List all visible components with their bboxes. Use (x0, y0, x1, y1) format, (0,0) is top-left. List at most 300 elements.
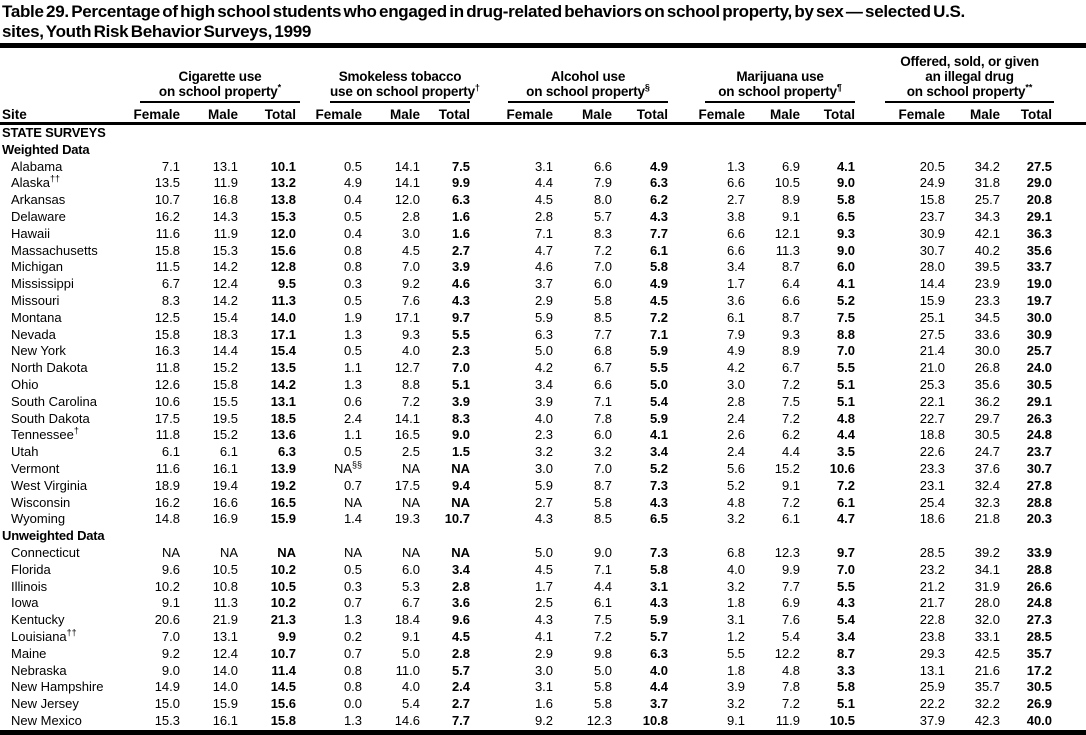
col-group-marijuana (676, 48, 863, 103)
value-cell: 21.9 (212, 612, 238, 628)
column-header-female: Female (863, 103, 953, 124)
table-row (0, 310, 1086, 327)
value-cell: 7.3 (649, 544, 669, 560)
table-title-line2: sites, Youth Risk Behavior Surveys, 1999 (2, 22, 312, 41)
value-cell: 13.2 (270, 175, 297, 191)
footnote-marker: †† (50, 175, 61, 185)
value-cell: 30.0 (974, 343, 1001, 359)
filler-cell (1060, 226, 1086, 243)
value-cell: 17.1 (270, 326, 297, 342)
column-header-total: Total (428, 103, 478, 124)
value-cell: 6.7 (593, 360, 613, 376)
value-cell: 15.0 (154, 696, 180, 712)
value-cell: 6.9 (781, 595, 801, 611)
value-cell: 7.6 (401, 292, 421, 308)
site-cell: Iowa (11, 595, 39, 611)
value-cell: 12.4 (212, 276, 238, 292)
site-header-spacer (0, 48, 130, 103)
value-cell: 4.2 (726, 360, 746, 376)
data-table (0, 48, 1086, 730)
value-cell: 4.0 (401, 679, 421, 695)
value-cell: 2.3 (534, 427, 554, 443)
value-cell: 7.0 (451, 360, 471, 376)
value-cell: 0.8 (343, 662, 363, 678)
value-cell: 9.1 (781, 477, 801, 493)
column-header-male: Male (561, 103, 620, 124)
value-cell: 5.7 (649, 628, 669, 644)
value-cell: 6.1 (593, 595, 613, 611)
value-cell: 7.5 (836, 309, 856, 325)
value-cell: 10.7 (444, 511, 471, 527)
value-cell: 25.4 (919, 494, 946, 510)
value-cell: 16.1 (212, 460, 238, 476)
value-cell: 7.1 (593, 393, 613, 409)
value-cell: 14.1 (394, 175, 421, 191)
value-cell: 18.4 (394, 612, 421, 628)
value-cell: 3.7 (649, 696, 669, 712)
value-cell: 18.5 (270, 410, 297, 426)
value-cell: 9.5 (277, 276, 297, 292)
table-row (0, 629, 1086, 646)
value-cell: 22.8 (919, 612, 946, 628)
value-cell: 2.8 (401, 208, 421, 224)
value-cell: 32.4 (974, 477, 1001, 493)
value-cell: 4.1 (534, 628, 554, 644)
value-cell: 5.2 (836, 292, 856, 308)
value-cell: 9.9 (451, 175, 471, 191)
value-cell: 9.3 (836, 225, 856, 241)
value-cell: 3.4 (534, 376, 554, 392)
value-cell: 5.1 (836, 393, 856, 409)
filler-cell (1060, 175, 1086, 192)
value-cell: 6.6 (726, 242, 746, 258)
value-cell: 10.6 (154, 393, 180, 409)
value-cell: 13.9 (270, 460, 297, 476)
filler-cell (1060, 629, 1086, 646)
value-cell: 12.4 (212, 645, 238, 661)
table-row (0, 511, 1086, 528)
value-cell: 8.8 (401, 376, 421, 392)
footnote-marker: ** (1025, 82, 1033, 93)
section-heading: Unweighted Data (2, 528, 105, 544)
value-cell: 3.2 (726, 696, 746, 712)
value-cell: 15.3 (270, 208, 297, 224)
filler-cell (1060, 495, 1086, 512)
group-label-line: Smokeless tobacco (338, 69, 462, 84)
value-cell: 26.9 (1026, 696, 1053, 712)
value-cell: 6.5 (836, 208, 856, 224)
table-row (0, 562, 1086, 579)
filler-cell (1060, 545, 1086, 562)
table-row (0, 696, 1086, 713)
value-cell: 3.9 (534, 393, 554, 409)
col-group-offered-illegal-drug (863, 48, 1060, 103)
value-cell: 7.0 (161, 628, 180, 644)
value-cell: 14.5 (270, 679, 297, 695)
value-cell: 0.5 (343, 208, 363, 224)
value-cell: 6.0 (593, 276, 613, 292)
value-cell: 17.5 (394, 477, 421, 493)
value-cell: NA (451, 494, 471, 510)
value-cell: 10.7 (154, 192, 180, 208)
value-cell: 25.9 (919, 679, 946, 695)
value-cell: 29.7 (974, 410, 1001, 426)
value-cell: 27.3 (1026, 612, 1053, 628)
value-cell: 1.3 (343, 612, 363, 628)
value-cell: 10.2 (270, 595, 297, 611)
value-cell: 11.4 (271, 662, 297, 678)
value-cell: 3.0 (534, 662, 554, 678)
value-cell: 6.3 (649, 645, 669, 661)
value-cell: 5.1 (836, 376, 856, 392)
table-row (0, 713, 1086, 730)
value-cell: 1.9 (343, 309, 363, 325)
table-row (0, 327, 1086, 344)
value-cell: 6.9 (781, 158, 801, 174)
value-cell: 7.0 (593, 460, 613, 476)
value-cell: 30.7 (1026, 460, 1053, 476)
value-cell: 11.6 (155, 460, 180, 476)
col-group-cigarette (130, 48, 304, 103)
table-row (0, 226, 1086, 243)
filler-cell (1060, 612, 1086, 629)
footnote-marker: † (474, 82, 480, 93)
value-cell: 7.2 (781, 494, 801, 510)
value-cell: 4.0 (649, 662, 669, 678)
value-cell: 7.2 (593, 242, 613, 258)
value-cell: 7.3 (649, 477, 669, 493)
value-cell: 4.5 (534, 192, 554, 208)
filler-cell (1060, 293, 1086, 310)
site-cell: North Dakota (11, 360, 88, 376)
value-cell: 7.1 (649, 326, 669, 342)
value-cell: 20.8 (1026, 192, 1053, 208)
value-cell: 9.0 (836, 242, 856, 258)
value-cell: 0.4 (343, 192, 363, 208)
value-cell: 4.3 (649, 208, 669, 224)
value-cell: 23.3 (974, 292, 1001, 308)
value-cell: 14.0 (212, 662, 238, 678)
value-cell: 20.6 (154, 612, 180, 628)
column-header-male: Male (188, 103, 246, 124)
value-cell: 35.6 (974, 376, 1001, 392)
filler-cell (1060, 310, 1086, 327)
value-cell: 4.7 (534, 242, 554, 258)
value-cell: 0.7 (343, 477, 363, 493)
value-cell: NA (219, 544, 238, 560)
table-row (0, 595, 1086, 612)
value-cell: 7.5 (781, 393, 801, 409)
filler-cell (1060, 394, 1086, 411)
filler-cell (1060, 713, 1086, 730)
value-cell: 5.8 (649, 561, 669, 577)
value-cell: 3.2 (726, 511, 746, 527)
value-cell: 25.3 (919, 376, 946, 392)
value-cell: 5.7 (451, 662, 471, 678)
value-cell: 16.6 (212, 494, 238, 510)
table-row (0, 377, 1086, 394)
section-row (0, 528, 1086, 545)
value-cell: 25.7 (1026, 343, 1053, 359)
value-cell: 10.8 (642, 712, 669, 728)
filler-cell (1060, 411, 1086, 428)
site-cell: Delaware (11, 208, 66, 224)
value-cell: 18.8 (919, 427, 946, 443)
value-cell: 5.9 (534, 309, 554, 325)
value-cell: 23.7 (919, 208, 946, 224)
value-cell: 0.5 (343, 343, 363, 359)
section-row (0, 124, 1086, 142)
value-cell: 9.0 (593, 544, 613, 560)
group-label-line: Cigarette use (178, 69, 262, 84)
filler-cell (1060, 646, 1086, 663)
value-cell: 6.3 (649, 175, 669, 191)
value-cell: 15.9 (270, 511, 297, 527)
site-cell: Wyoming (11, 511, 66, 527)
value-cell: 6.0 (593, 427, 613, 443)
value-cell: 5.8 (836, 192, 856, 208)
site-cell: Massachusetts (11, 242, 98, 258)
value-cell: 14.4 (919, 276, 946, 292)
site-cell: New Mexico (11, 712, 82, 728)
value-cell: 1.3 (343, 326, 363, 342)
value-cell: 6.6 (593, 158, 613, 174)
value-cell: 5.3 (401, 578, 421, 594)
value-cell: 24.8 (1026, 595, 1053, 611)
value-cell: 6.1 (219, 444, 238, 460)
value-cell: 6.6 (593, 376, 613, 392)
value-cell: 4.3 (649, 494, 669, 510)
value-cell: 17.2 (1026, 662, 1053, 678)
value-cell: 16.5 (394, 427, 421, 443)
table-row (0, 192, 1086, 209)
table-row (0, 394, 1086, 411)
value-cell: 5.5 (836, 360, 856, 376)
filler-cell (1060, 343, 1086, 360)
value-cell: 5.5 (649, 360, 669, 376)
value-cell: 15.8 (270, 712, 297, 728)
value-cell: 4.5 (534, 561, 554, 577)
value-cell: 15.8 (154, 326, 180, 342)
site-cell: Louisiana†† (11, 628, 77, 644)
site-cell: South Dakota (11, 410, 90, 426)
value-cell: 17.1 (394, 309, 421, 325)
value-cell: 8.7 (836, 645, 856, 661)
value-cell: 6.6 (726, 225, 746, 241)
value-cell: 8.5 (593, 309, 613, 325)
value-cell: 11.3 (775, 242, 801, 258)
value-cell: NA§§ (333, 460, 363, 476)
value-cell: 8.3 (451, 410, 471, 426)
column-header-female: Female (478, 103, 561, 124)
value-cell: 20.3 (1026, 511, 1053, 527)
value-cell: 4.3 (836, 595, 856, 611)
value-cell: 36.2 (974, 393, 1001, 409)
value-cell: 3.1 (534, 679, 554, 695)
table-row (0, 579, 1086, 596)
section-row (0, 142, 1086, 159)
table-title (0, 0, 1086, 42)
value-cell: 21.7 (919, 595, 946, 611)
filler-cell (1060, 243, 1086, 260)
value-cell: 14.2 (212, 259, 238, 275)
table-row (0, 293, 1086, 310)
value-cell: 6.5 (649, 511, 669, 527)
value-cell: 15.6 (270, 696, 297, 712)
value-cell: 30.0 (1026, 309, 1053, 325)
value-cell: 14.0 (212, 679, 238, 695)
value-cell: 15.6 (270, 242, 297, 258)
value-cell: 3.1 (534, 158, 554, 174)
value-cell: 23.1 (919, 477, 946, 493)
value-cell: 4.4 (593, 578, 613, 594)
filler-cell (1060, 377, 1086, 394)
value-cell: 10.5 (212, 561, 238, 577)
value-cell: 9.2 (401, 276, 421, 292)
value-cell: 13.1 (919, 662, 946, 678)
value-cell: 9.7 (836, 544, 856, 560)
sub-header-row (0, 103, 1086, 124)
value-cell: 3.2 (534, 444, 554, 460)
value-cell: 4.4 (649, 679, 669, 695)
value-cell: 8.8 (836, 326, 856, 342)
value-cell: 6.3 (451, 192, 471, 208)
table-row (0, 159, 1086, 176)
site-cell: Ohio (11, 376, 39, 392)
value-cell: 5.4 (781, 628, 801, 644)
value-cell: 3.6 (726, 292, 746, 308)
footnote-marker: § (644, 82, 650, 93)
value-cell: 31.9 (974, 578, 1001, 594)
value-cell: 7.9 (593, 175, 613, 191)
value-cell: 13.5 (154, 175, 180, 191)
value-cell: 7.1 (534, 225, 554, 241)
footnote-marker: † (73, 427, 79, 437)
value-cell: 15.9 (212, 696, 238, 712)
value-cell: 4.3 (451, 292, 471, 308)
table-row (0, 612, 1086, 629)
value-cell: 9.2 (161, 645, 180, 661)
column-header-male: Male (953, 103, 1008, 124)
value-cell: 11.9 (213, 225, 238, 241)
value-cell: 7.2 (781, 410, 801, 426)
table-row (0, 444, 1086, 461)
value-cell: 4.3 (534, 511, 554, 527)
table-row (0, 646, 1086, 663)
value-cell: 4.5 (451, 628, 471, 644)
site-cell: Mississippi (11, 276, 74, 292)
value-cell: 1.7 (726, 276, 746, 292)
value-cell: 4.8 (781, 662, 801, 678)
value-cell: 3.1 (649, 578, 669, 594)
value-cell: 9.6 (451, 612, 471, 628)
value-cell: 35.7 (974, 679, 1001, 695)
value-cell: 27.8 (1026, 477, 1053, 493)
filler-header (1060, 48, 1086, 103)
value-cell: 34.1 (974, 561, 1001, 577)
value-cell: 24.0 (1026, 360, 1053, 376)
value-cell: 23.2 (919, 561, 946, 577)
footnote-marker: †† (66, 628, 77, 638)
value-cell: 12.6 (154, 376, 180, 392)
value-cell: 2.5 (534, 595, 554, 611)
value-cell: 34.5 (974, 309, 1001, 325)
value-cell: 4.5 (401, 242, 421, 258)
value-cell: 1.7 (534, 578, 554, 594)
value-cell: 35.7 (1026, 645, 1053, 661)
filler-header (1060, 103, 1086, 124)
site-cell: Tennessee† (11, 427, 79, 443)
value-cell: 30.9 (1026, 326, 1053, 342)
value-cell: 4.6 (534, 259, 554, 275)
table-row (0, 663, 1086, 680)
value-cell: 11.8 (155, 360, 180, 376)
value-cell: 13.8 (270, 192, 297, 208)
value-cell: 33.7 (1026, 259, 1053, 275)
value-cell: 1.3 (343, 712, 363, 728)
value-cell: 5.9 (649, 410, 669, 426)
value-cell: 14.3 (212, 208, 238, 224)
value-cell: 10.2 (270, 561, 297, 577)
table-row (0, 478, 1086, 495)
value-cell: 6.7 (781, 360, 801, 376)
value-cell: 6.1 (836, 494, 856, 510)
value-cell: 1.1 (343, 427, 363, 443)
value-cell: 9.7 (451, 309, 471, 325)
value-cell: 2.8 (451, 578, 471, 594)
value-cell: 15.8 (919, 192, 946, 208)
value-cell: 2.8 (534, 208, 554, 224)
value-cell: 33.1 (974, 628, 1001, 644)
value-cell: 6.0 (836, 259, 856, 275)
value-cell: 30.9 (919, 225, 946, 241)
value-cell: 15.3 (154, 712, 180, 728)
value-cell: 9.1 (781, 208, 801, 224)
value-cell: 1.2 (726, 628, 746, 644)
value-cell: 22.7 (919, 410, 946, 426)
value-cell: 5.8 (649, 259, 669, 275)
value-cell: 0.3 (343, 276, 363, 292)
value-cell: 12.5 (154, 309, 180, 325)
value-cell: NA (451, 460, 471, 476)
value-cell: 4.1 (836, 276, 856, 292)
value-cell: 5.0 (401, 645, 421, 661)
value-cell: 9.8 (593, 645, 613, 661)
value-cell: 4.2 (534, 360, 554, 376)
value-cell: 6.1 (649, 242, 669, 258)
value-cell: 9.3 (781, 326, 801, 342)
value-cell: 9.9 (781, 561, 801, 577)
site-cell: Hawaii (11, 225, 51, 241)
value-cell: 1.6 (451, 208, 471, 224)
value-cell: 27.5 (1026, 158, 1053, 174)
value-cell: 5.9 (649, 343, 669, 359)
value-cell: 23.8 (919, 628, 946, 644)
value-cell: 7.6 (781, 612, 801, 628)
site-cell: Illinois (11, 578, 48, 594)
value-cell: 4.9 (343, 175, 363, 191)
value-cell: 5.0 (534, 343, 554, 359)
column-header-male: Male (753, 103, 808, 124)
value-cell: 3.9 (726, 679, 746, 695)
value-cell: 16.2 (154, 208, 180, 224)
value-cell: 3.2 (726, 578, 746, 594)
value-cell: 6.7 (161, 276, 180, 292)
value-cell: 7.1 (161, 158, 180, 174)
value-cell: 15.4 (270, 343, 297, 359)
value-cell: 32.2 (974, 696, 1001, 712)
column-header-total: Total (808, 103, 863, 124)
